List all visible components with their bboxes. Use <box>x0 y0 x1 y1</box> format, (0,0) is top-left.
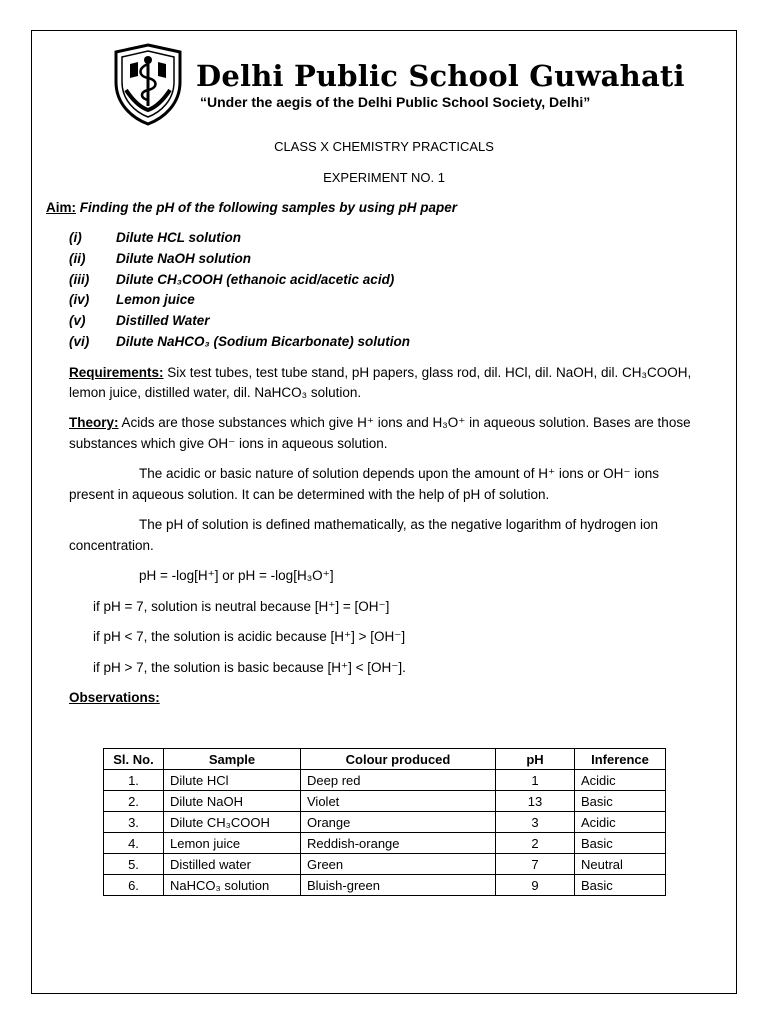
requirements-line1: Requirements: Six test tubes, test tube stand, pH papers, glass rod, dil. HCl, dil. NaOH, dil. CH₃COOH, <box>69 365 692 380</box>
acidic-rule: if pH < 7, the solution is acidic because [H⁺] > [OH⁻] <box>93 629 406 644</box>
theory-line2: substances which give OH⁻ ions in aqueous solution. <box>69 436 388 451</box>
document-title: CLASS X CHEMISTRY PRACTICALS <box>274 139 494 154</box>
ph-formula: pH = -log[H⁺] or pH = -log[H₃O⁺] <box>139 568 334 583</box>
school-name: Delhi Public School Guwahati <box>196 59 685 93</box>
table-row: 3. Dilute CH₃COOH Orange 3 Acidic <box>104 812 666 833</box>
list-item: (v) Distilled Water <box>69 313 210 328</box>
table-row: 1. Dilute HCl Deep red 1 Acidic <box>104 770 666 791</box>
header-sample: Sample <box>164 749 301 770</box>
observations-table <box>103 748 666 896</box>
neutral-rule: if pH = 7, solution is neutral because [H⁺] = [OH⁻] <box>93 599 390 614</box>
school-tagline: “Under the aegis of the Delhi Public School Society, Delhi” <box>200 94 591 110</box>
aim-text: Finding the pH of the following samples by using pH paper <box>76 200 458 215</box>
school-header <box>108 42 685 128</box>
table-row: 6. NaHCO₃ solution Bluish-green 9 Basic <box>104 875 666 896</box>
header-ph: pH <box>496 749 575 770</box>
theory-para2-line1: The acidic or basic nature of solution depends upon the amount of H⁺ ions or OH⁻ ions <box>139 466 660 481</box>
theory-para3-line1: The pH of solution is defined mathematically, as the negative logarithm of hydrogen ion <box>139 517 659 532</box>
school-crest-logo <box>108 42 188 126</box>
list-item: (iv) Lemon juice <box>69 292 195 307</box>
header-inference: Inference <box>575 749 666 770</box>
list-item: (vi) Dilute NaHCO₃ (Sodium Bicarbonate) solution <box>69 334 411 349</box>
basic-rule: if pH > 7, the solution is basic because [H⁺] < [OH⁻]. <box>93 660 406 675</box>
experiment-number: EXPERIMENT NO. 1 <box>323 170 445 185</box>
table-row: 5. Distilled water Green 7 Neutral <box>104 854 666 875</box>
list-item: (i) Dilute HCL solution <box>69 230 241 245</box>
header-colour: Colour produced <box>301 749 496 770</box>
header-sl-no: Sl. No. <box>104 749 164 770</box>
observations-label: Observations: <box>69 690 160 705</box>
theory-para3-line2: concentration. <box>69 538 154 553</box>
requirements-line2: lemon juice, distilled water, dil. NaHCO₃ solution. <box>69 385 362 400</box>
table-header-row <box>104 749 666 770</box>
list-item: (iii) Dilute CH₃COOH (ethanoic acid/acetic acid) <box>69 272 395 287</box>
aim-label: Aim: <box>46 200 76 215</box>
theory-para2-line2: present in aqueous solution. It can be determined with the help of pH of solution. <box>69 487 550 502</box>
theory-label: Theory: <box>69 415 119 430</box>
list-item: (ii) Dilute NaOH solution <box>69 251 251 266</box>
theory-line1: Theory: Acids are those substances which give H⁺ ions and H₃O⁺ in aqueous solution. Bases are those <box>69 415 691 430</box>
requirements-label: Requirements: <box>69 365 164 380</box>
table-row: 4. Lemon juice Reddish-orange 2 Basic <box>104 833 666 854</box>
aim-line <box>46 200 457 215</box>
table-row: 2. Dilute NaOH Violet 13 Basic <box>104 791 666 812</box>
